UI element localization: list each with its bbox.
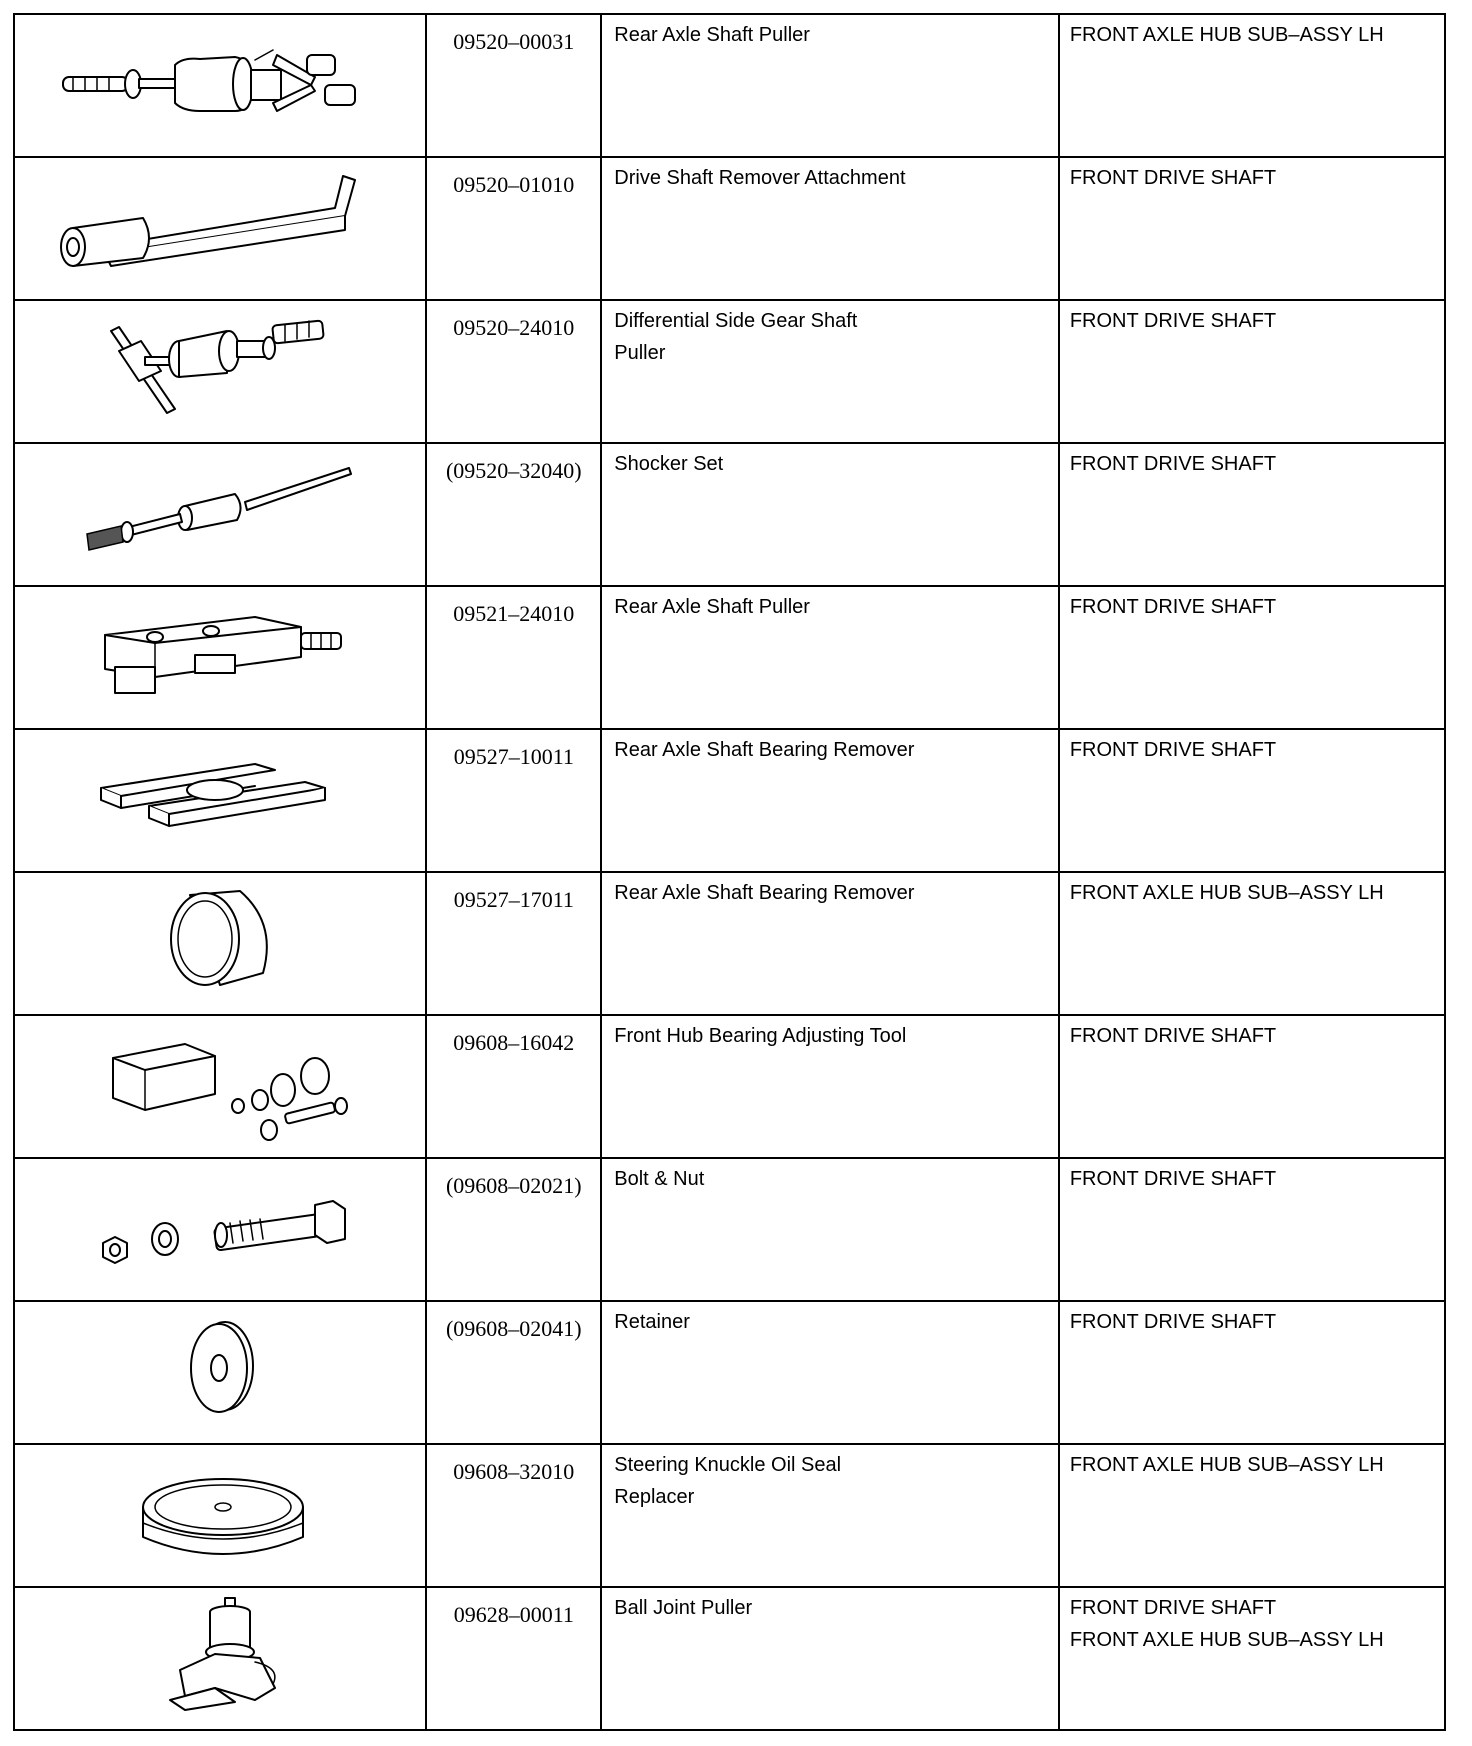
drive-shaft-remover-attachment-icon [15,158,425,297]
shocker-set-icon [15,444,425,583]
oil-seal-replacer-icon [15,1445,425,1584]
tool-illustration [14,586,426,729]
tool-usage: FRONT DRIVE SHAFT [1069,167,1277,189]
table-row [14,1301,1445,1444]
table-row [14,443,1445,586]
tool-name: Shocker Set [614,453,724,475]
tool-usage: FRONT DRIVE SHAFT [1069,739,1277,761]
table-row [14,14,1445,157]
table-row [14,157,1445,300]
tool-name: Front Hub Bearing Adjusting Tool [614,1025,907,1047]
tool-name: Rear Axle Shaft Bearing Remover [614,882,915,904]
table-row [14,1015,1445,1158]
part-number: (09608–02021) [445,1173,582,1198]
tool-name: Steering Knuckle Oil Seal Replacer [614,1454,842,1508]
tool-name: Rear Axle Shaft Puller [614,596,810,618]
tool-name: Ball Joint Puller [614,1597,753,1619]
tool-name: Rear Axle Shaft Bearing Remover [614,739,915,761]
ball-joint-puller-icon [15,1588,425,1727]
part-number: 09520–24010 [453,315,575,340]
tool-illustration [14,14,426,157]
tool-illustration [14,443,426,586]
tool-usage: FRONT DRIVE SHAFT [1069,1025,1277,1047]
part-number: (09520–32040) [445,458,582,483]
tool-usage: FRONT AXLE HUB SUB–ASSY LH [1069,882,1384,904]
bearing-remover-cup-icon [15,873,425,1012]
part-number: 09520–01010 [453,172,575,197]
part-number: 09521–24010 [453,601,575,626]
rear-axle-shaft-puller-icon [15,15,425,154]
tool-name: Bolt & Nut [614,1168,705,1190]
tool-illustration [14,1444,426,1587]
retainer-washer-icon [15,1302,425,1441]
part-number: 09608–32010 [453,1459,575,1484]
table-row [14,1444,1445,1587]
tool-usage: FRONT DRIVE SHAFT [1069,1311,1277,1333]
tool-name: Retainer [614,1311,690,1333]
tool-usage: FRONT AXLE HUB SUB–ASSY LH [1069,24,1384,46]
tool-usage: FRONT DRIVE SHAFT FRONT AXLE HUB SUB–ASSY LH [1069,1597,1384,1651]
part-number: 09520–00031 [453,29,575,54]
axle-puller-clamp-icon [15,587,425,726]
tool-illustration [14,729,426,872]
tool-illustration [14,1158,426,1301]
part-number: 09628–00011 [453,1602,574,1627]
tool-name: Differential Side Gear Shaft Puller [614,310,858,364]
bolt-nut-icon [15,1159,425,1298]
part-number: 09527–17011 [453,887,574,912]
tool-usage: FRONT DRIVE SHAFT [1069,596,1277,618]
tool-usage: FRONT DRIVE SHAFT [1069,453,1277,475]
tool-usage: FRONT AXLE HUB SUB–ASSY LH [1069,1454,1384,1476]
tool-illustration [14,872,426,1015]
part-number: 09608–16042 [453,1030,575,1055]
table-row [14,300,1445,443]
table-row [14,1587,1445,1730]
part-number: (09608–02041) [445,1316,582,1341]
table-row [14,586,1445,729]
part-number: 09527–10011 [453,744,574,769]
tool-illustration [14,1587,426,1730]
tool-usage: FRONT DRIVE SHAFT [1069,310,1277,332]
tool-illustration [14,1301,426,1444]
table-row [14,1158,1445,1301]
tool-illustration [14,300,426,443]
table-row [14,729,1445,872]
tool-illustration [14,1015,426,1158]
special-service-tools-table [13,13,1446,1731]
tool-illustration [14,157,426,300]
table-row [14,872,1445,1015]
side-gear-shaft-puller-icon [15,301,425,440]
tool-usage: FRONT DRIVE SHAFT [1069,1168,1277,1190]
tool-name: Drive Shaft Remover Attachment [614,167,906,189]
hub-bearing-adjusting-tool-icon [15,1016,425,1155]
bearing-remover-plates-icon [15,730,425,869]
tool-name: Rear Axle Shaft Puller [614,24,810,46]
